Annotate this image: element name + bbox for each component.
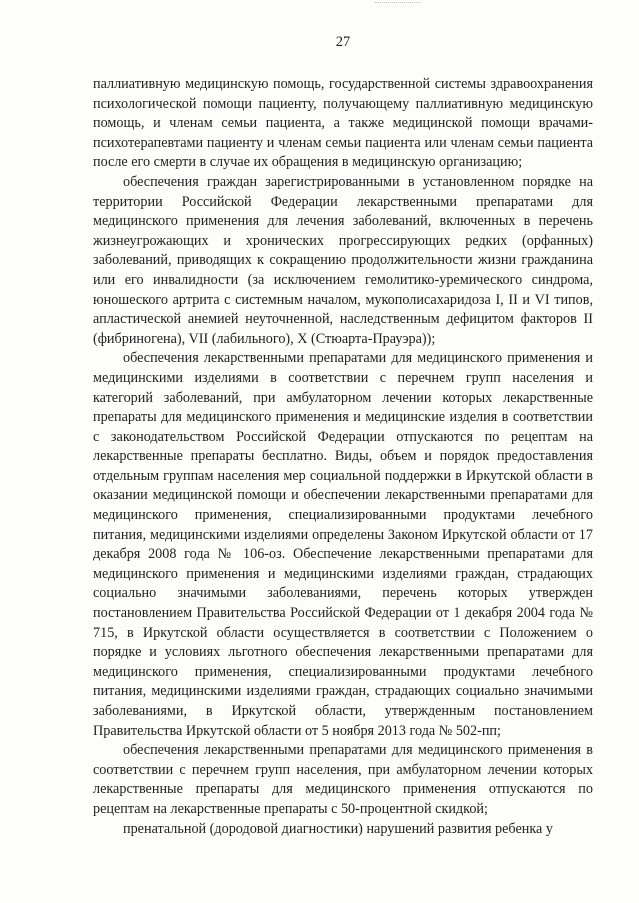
paragraph-prenatal-diagnostics: пренатальной (дородовой диагностики) нарушений развития ребенка у bbox=[123, 820, 553, 837]
paragraph-free-medicines: обеспечения лекарственными препаратами для медицинского применения и медицинскими изделиями в соответствии с перечнем групп населения и категорий заболеваний, при амбулаторном лечении которых лекарственные препараты для медицинского применения и медицинские изделия в соответствии с законодательством Российской Федерации отпускаются по рецептам на лекарственные препараты бесплатно. Виды, объем и порядок предоставления отдельным группам населения мер социальной поддержки в Иркутской области в оказании медицинской помощи и обеспечении лекарственными препаратами для медицинского применения, специализированными продуктами лечебного питания, медицинскими изделиями определены Законом Иркутской области от 17 декабря 2008 года № 106-оз. Обеспечение лекарственными препаратами для медицинского применения и медицинскими изделиями граждан, страдающих социально значимыми заболеваниями, перечень которых утвержден постановлением Правительства Российской Федерации от 1 декабря 2004 года № 715, в Иркутской области осуществляется в соответствии с Положением о порядке и условиях льготного обеспечения лекарственными препаратами для медицинского применения, специализированными продуктами лечебного питания, медицинскими изделиями граждан, страдающих социально значимыми заболеваниями, в Иркутской области, утвержденным постановлением Правительства Иркутской области от 5 ноября 2013 года № 502-пп; bbox=[93, 350, 593, 739]
paragraph-orphan-diseases: обеспечения граждан зарегистрированными в установленном порядке на территории Российской Федерации лекарственными препаратами для медицинского применения для лечения заболеваний, включенных в перечень жизнеугрожающих и хронических прогрессирующих редких (орфанных) заболеваний, приводящих к сокращению продолжительности жизни гражданина или его инвалидности (за исключением гемолитико-уремического синдрома, юношеского артрита с системным началом, мукополисахаридоза I, II и VI типов, апластической анемией неуточненной, наследственным дефицитом факторов II (фибриногена), VII (лабильного), X (Стюарта-Прауэра)); bbox=[93, 173, 593, 347]
page-number: 27 bbox=[335, 34, 351, 50]
scan-artifact bbox=[375, 2, 421, 11]
paragraph-discount-medicines: обеспечения лекарственными препаратами для медицинского применения в соответствии с перечнем групп населения, при амбулаторном лечении которых лекарственные препараты для медицинского применения отпускаются по рецептам на лекарственные препараты с 50-процентной скидкой; bbox=[93, 742, 593, 817]
paragraph-palliative-care: паллиативную медицинскую помощь, государственной системы здравоохранения психологической помощи пациенту, получающему паллиативную медицинскую помощь, и членам семьи пациента, а также медицинской помощи врачами-психотерапевтами пациенту и членам семьи пациента или членам семьи пациента после его смерти в случае их обращения в медицинскую организацию; bbox=[93, 76, 593, 171]
